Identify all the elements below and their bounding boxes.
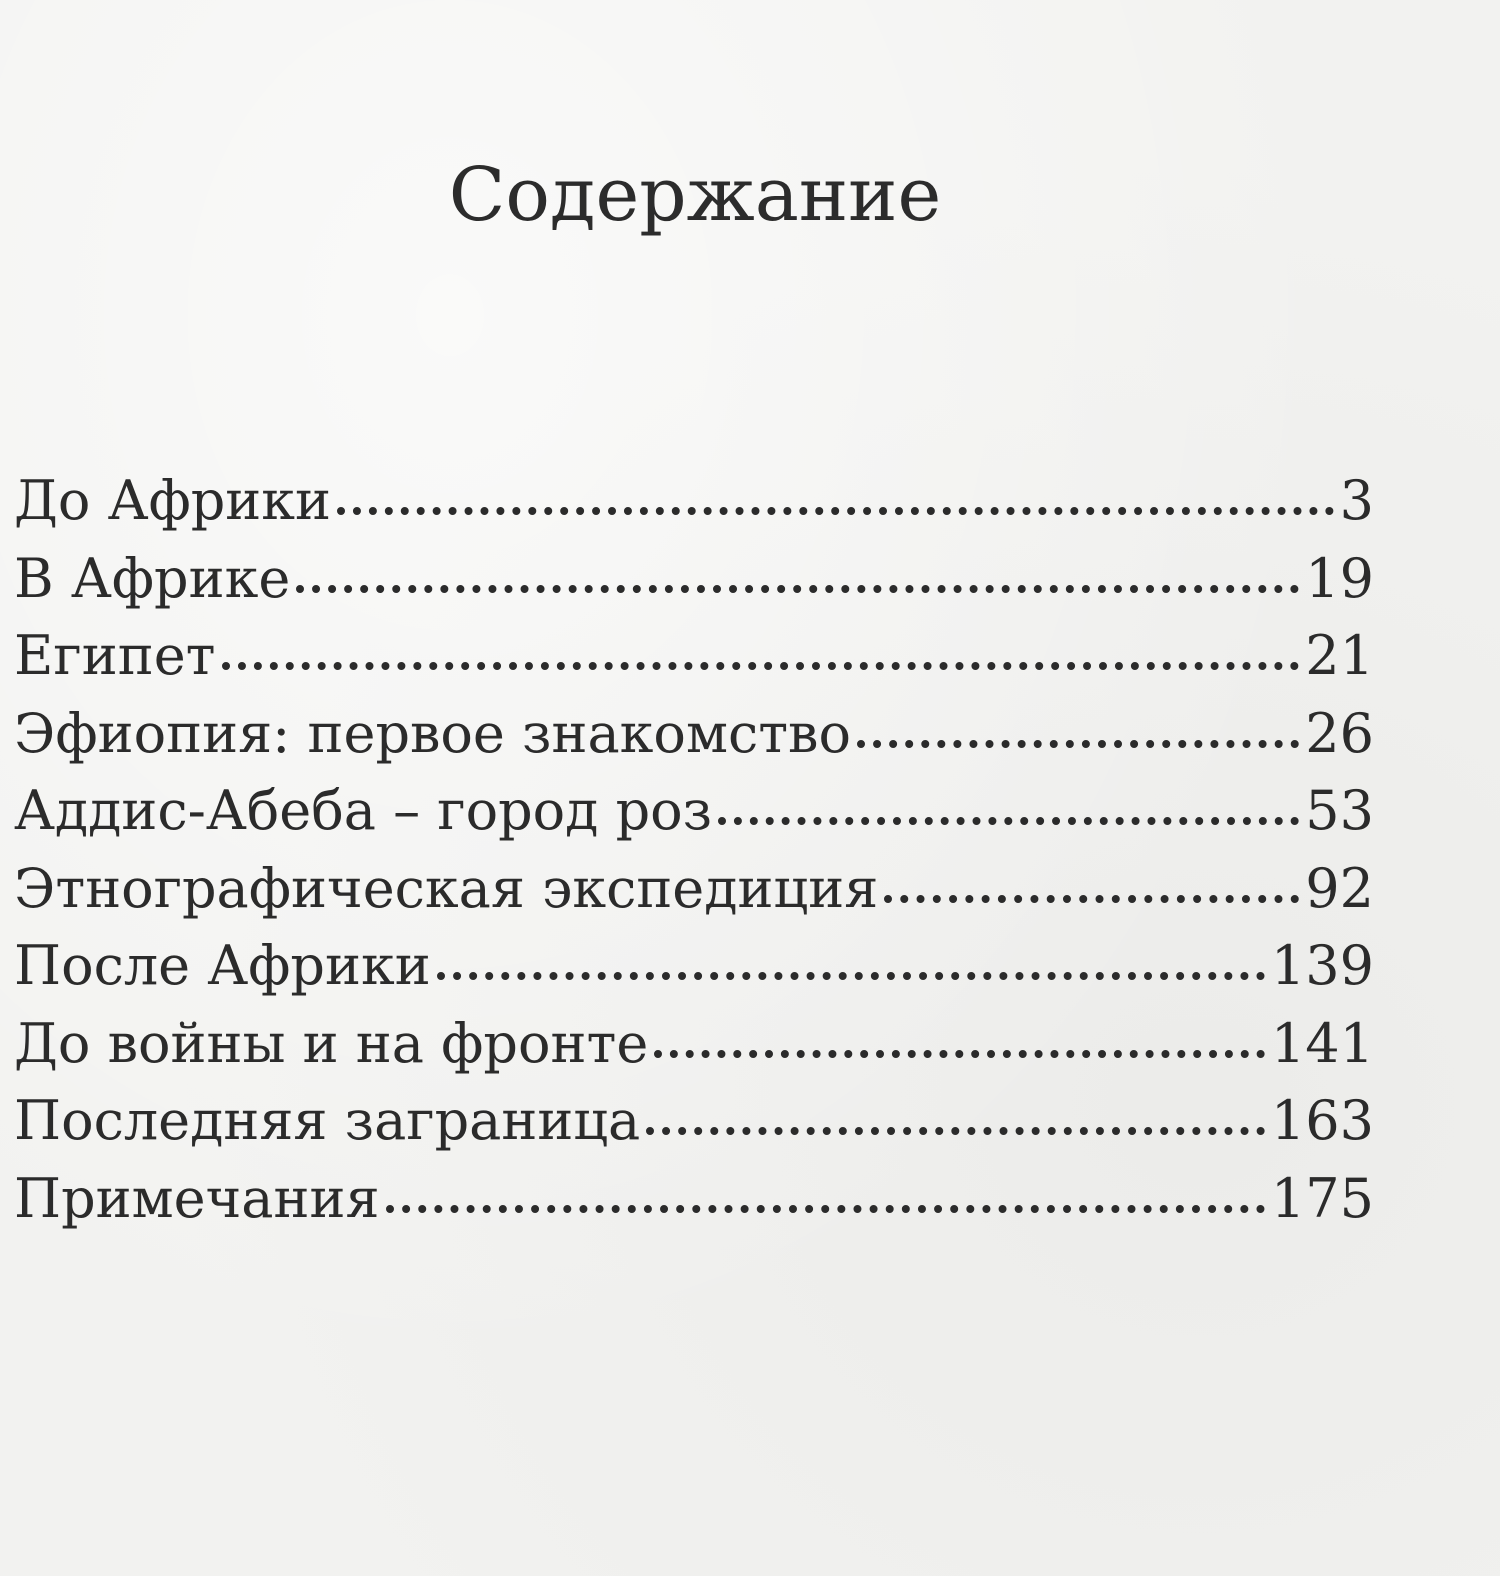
toc-entry-title: Этнографическая экспедиция [14,856,879,920]
dot-leader [296,585,1299,593]
dot-leader [857,740,1299,748]
toc-entry [14,540,1374,618]
toc-entry-title: Аддис-Абеба – город роз [14,779,713,842]
toc-entry-title: До войны и на фронте [14,1011,649,1075]
dot-leader [386,1205,1265,1213]
toc-entry [14,695,1374,773]
dot-leader [222,662,1300,670]
toc-entry-title: Примечания [14,1166,380,1230]
dot-leader [646,1127,1265,1135]
toc-entry-page: 53 [1305,779,1374,842]
toc-entry-title: Эфиопия: первое знакомство [14,701,851,765]
toc-entry-title: До Африки [14,469,332,532]
dot-leader [718,817,1299,825]
dot-leader [884,895,1299,903]
toc-entry-title: После Африки [14,934,431,997]
toc-entry [14,927,1374,1005]
toc-entry-page: 26 [1305,701,1374,765]
toc-entry-title: Последняя заграница [14,1089,641,1152]
dot-leader [337,507,1334,515]
toc-entry-page: 3 [1339,469,1374,532]
toc-entry-page: 163 [1270,1089,1374,1152]
dot-leader [654,1050,1265,1058]
toc-entry [14,772,1374,850]
toc-entry-page: 175 [1270,1166,1374,1230]
toc-entry-page: 139 [1270,934,1374,997]
dot-leader [437,972,1265,980]
table-of-contents [14,462,1374,1237]
toc-entry-page: 141 [1270,1011,1374,1075]
toc-entry [14,462,1374,540]
toc-entry [14,1005,1374,1083]
toc-entry [14,617,1374,695]
toc-entry-title: Египет [14,624,216,687]
toc-entry-page: 21 [1305,624,1374,687]
toc-entry [14,850,1374,928]
toc-entry-title: В Африке [14,546,291,610]
toc-entry-page: 19 [1305,546,1374,610]
toc-entry [14,1082,1374,1160]
toc-entry [14,1160,1374,1238]
page-title: Содержание [448,152,942,238]
toc-entry-page: 92 [1305,856,1374,920]
